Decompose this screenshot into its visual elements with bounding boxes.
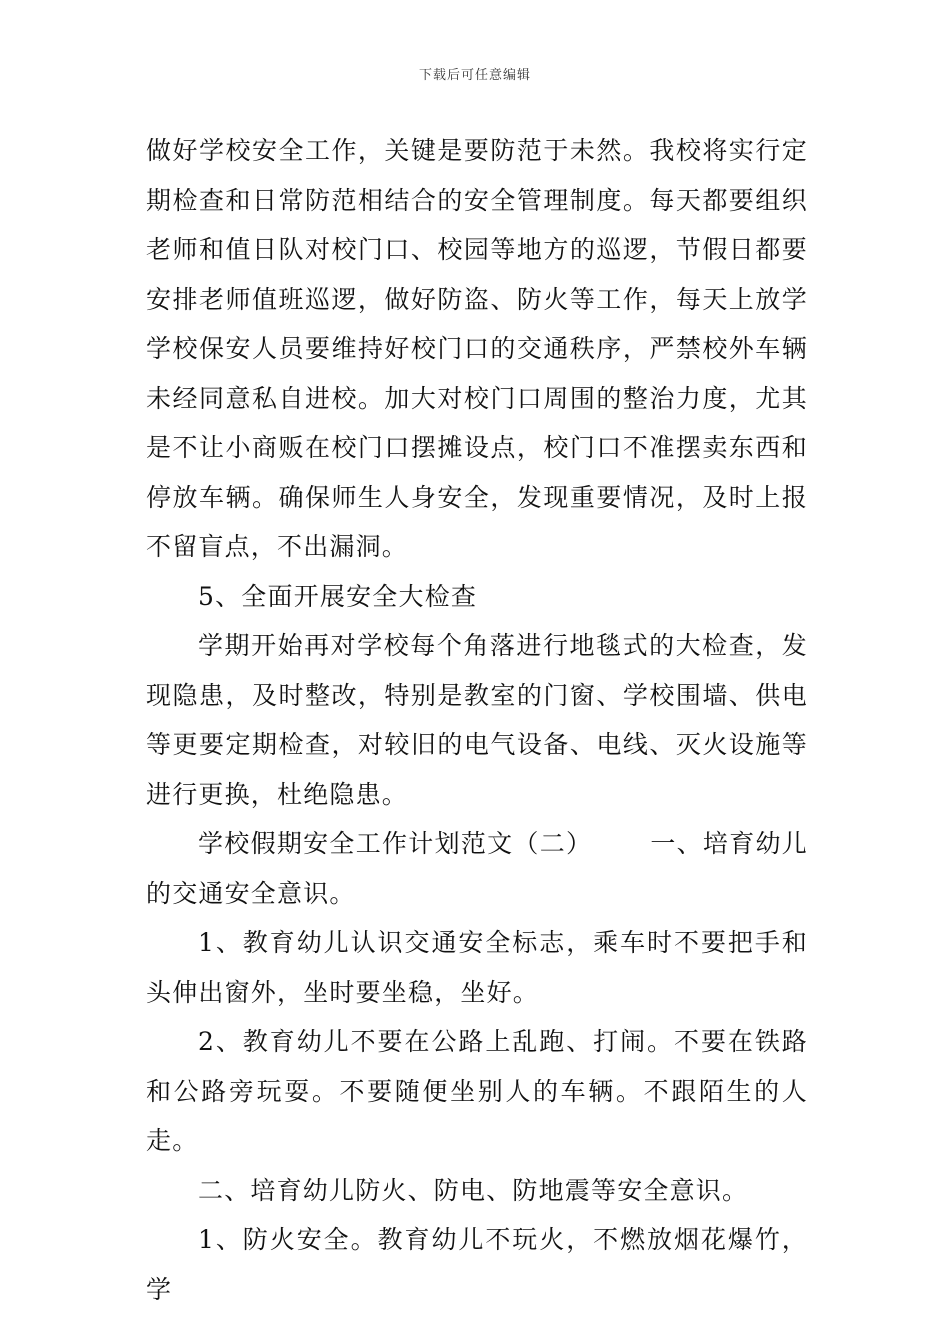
paragraph-fire-safety: 1、防火安全。教育幼儿不玩火，不燃放烟花爆竹，学 (146, 1225, 808, 1304)
section-heading-fire-electric-safety: 二、培育幼儿防火、防电、防地震等安全意识。 (198, 1175, 749, 1205)
plan-title-text: 学校假期安全工作计划范文（二） (198, 829, 593, 858)
page-header: 下载后可任意编辑 (418, 68, 531, 83)
paragraph-traffic-signs: 1、教育幼儿认识交通安全标志，乘车时不要把手和头伸出窗外，坐时要坐稳，坐好。 (146, 928, 808, 1007)
traffic-safety-heading: 一、培育幼儿的交通安全意识。 (146, 829, 808, 908)
document-body (146, 126, 808, 1314)
section-heading-safety-inspection: 5、全面开展安全大检查 (198, 581, 478, 611)
paragraph-plan-title (146, 819, 808, 918)
paragraph-safety-inspection: 学期开始再对学校每个角落进行地毯式的大检查，发现隐患，及时整改，特别是教室的门窗、学校围墙、供电等更要定期检查，对较旧的电气设备、电线、灭火设施等进行更换，杜绝隐患。 (146, 631, 808, 809)
paragraph-safety-management: 做好学校安全工作，关键是要防范于未然。我校将实行定期检查和日常防范相结合的安全管理制度。每天都要组织老师和值日队对校门口、校园等地方的巡逻，节假日都要安排老师值班巡逻，做好防盗、防火等工作，每天上放学学校保安人员要维持好校门口的交通秩序，严禁校外车辆未经同意私自进校。加大对校门口周围的整治力度，尤其是不让小商贩在校门口摆摊设点，校门口不准摆卖东西和停放车辆。确保师生人身安全，发现重要情况，及时上报不留盲点，不出漏洞。 (146, 136, 808, 561)
paragraph-road-safety: 2、教育幼儿不要在公路上乱跑、打闹。不要在铁路和公路旁玩耍。不要随便坐别人的车辆。不跟陌生的人走。 (146, 1027, 808, 1155)
